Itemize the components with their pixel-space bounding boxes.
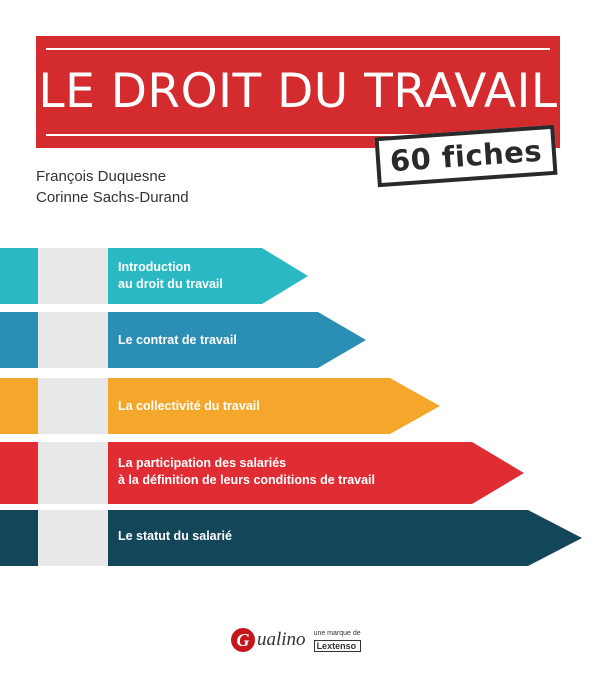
publisher-logo — [231, 628, 361, 652]
section-label: Introduction — [118, 260, 191, 274]
section-label: à la définition de leurs conditions de travail — [118, 473, 375, 487]
section-label: Le statut du salarié — [118, 529, 232, 543]
section-label: au droit du travail — [118, 277, 223, 291]
section-label: La participation des salariés — [118, 456, 287, 470]
author-name: Corinne Sachs-Durand — [36, 189, 189, 206]
author-name: François Duquesne — [36, 168, 167, 185]
book-title: LE DROIT DU TRAVAIL — [38, 64, 558, 119]
gualino-g-icon: G — [231, 628, 255, 652]
section-label: La collectivité du travail — [118, 399, 260, 413]
publisher-name: ualino — [257, 629, 306, 650]
partner-name: Lextenso — [314, 640, 361, 652]
fiches-count: 60 fiches — [388, 133, 544, 179]
publisher-tagline: une marque de — [313, 629, 361, 637]
banner-top-rule — [46, 48, 550, 50]
section-label: Le contrat de travail — [118, 333, 237, 347]
authors — [36, 166, 189, 208]
arrow-shape — [0, 510, 586, 566]
